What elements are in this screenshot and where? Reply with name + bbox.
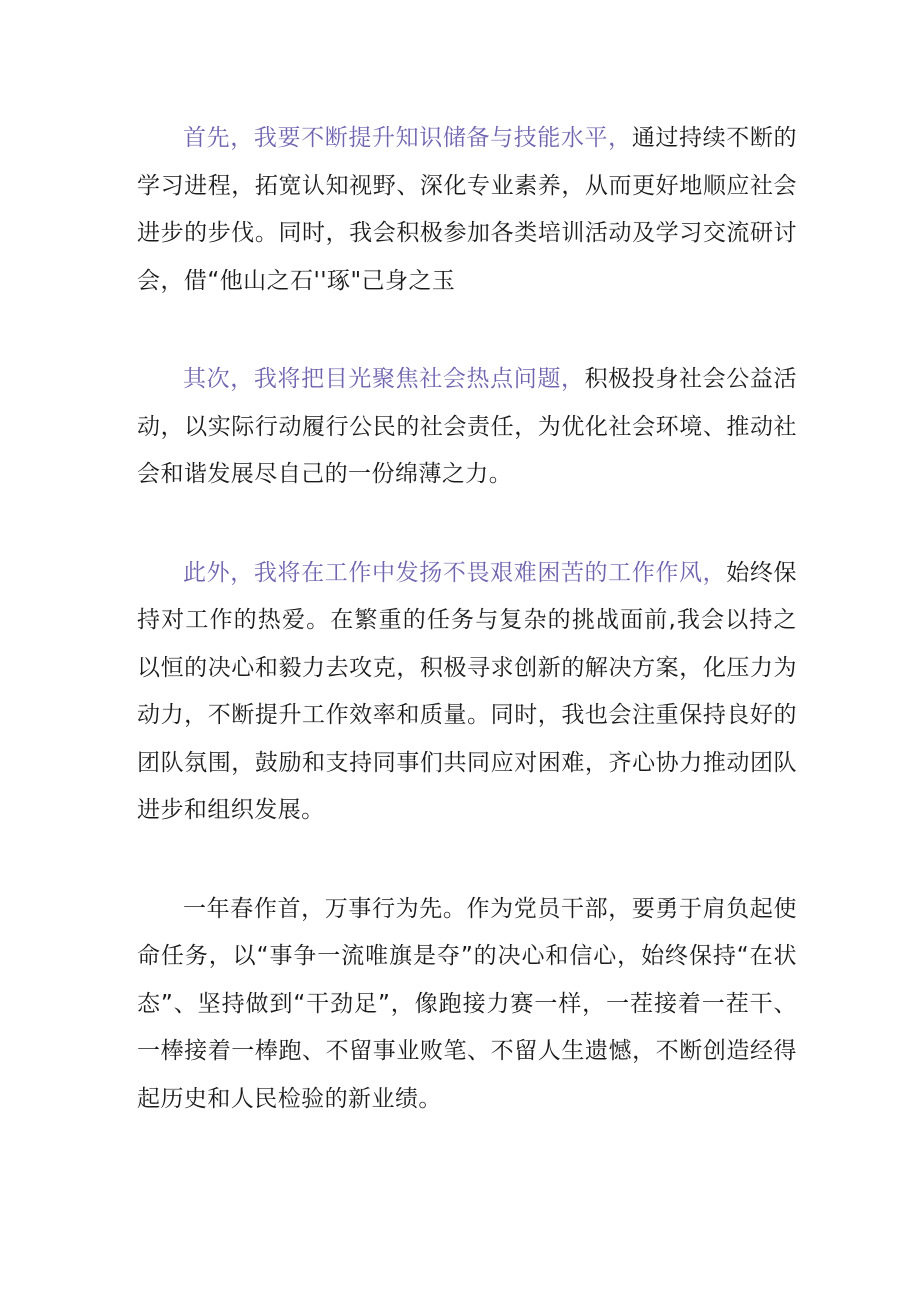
- paragraph-lead: 其次，我将把目光聚焦社会热点问题，: [183, 366, 585, 392]
- paragraph-body: 始终保持对工作的热爱。在繁重的任务与复杂的挑战面前,我会以持之以恒的决心和毅力去攻克，积极寻求创新的解决方案，化压力为动力，不断提升工作效率和质量。同时，我也会注重保持良好的团队氛围，鼓励和支持同事们共同应对困难，齐心协力推动团队进步和组织发展。: [137, 559, 797, 823]
- paragraph-work: [137, 550, 797, 835]
- paragraph-body: 一年春作首，万事行为先。作为党员干部，要勇于肩负起使命任务，以“事争一流唯旗是夺”的决心和信心，始终保持“在状态”、坚持做到“干劲足”，像跑接力赛一样，一茬接着一茬干、一棒接着一棒跑、不留事业败笔、不留人生遗憾，不断创造经得起历史和人民检验的新业绩。: [137, 895, 797, 1112]
- paragraph-conclusion: [137, 886, 797, 1124]
- paragraph-lead: 首先，我要不断提升知识储备与技能水平，: [183, 125, 632, 151]
- paragraph-body: 积极投身社会公益活动，以实际行动履行公民的社会责任，为优化社会环境、推动社会和谐发展尽自己的一份绵薄之力。: [137, 366, 797, 487]
- paragraph-social: [137, 356, 797, 499]
- paragraph-body: 通过持续不断的学习进程，拓宽认知视野、深化专业素养，从而更好地顺应社会进步的步伐。同时，我会积极参加各类培训活动及学习交流研讨会，借“他山之石''琢"己身之玉: [137, 125, 797, 294]
- document-page: [137, 115, 797, 1123]
- paragraph-lead: 此外，我将在工作中发扬不畏艰难困苦的工作作风，: [183, 559, 727, 586]
- paragraph-knowledge: [137, 115, 797, 305]
